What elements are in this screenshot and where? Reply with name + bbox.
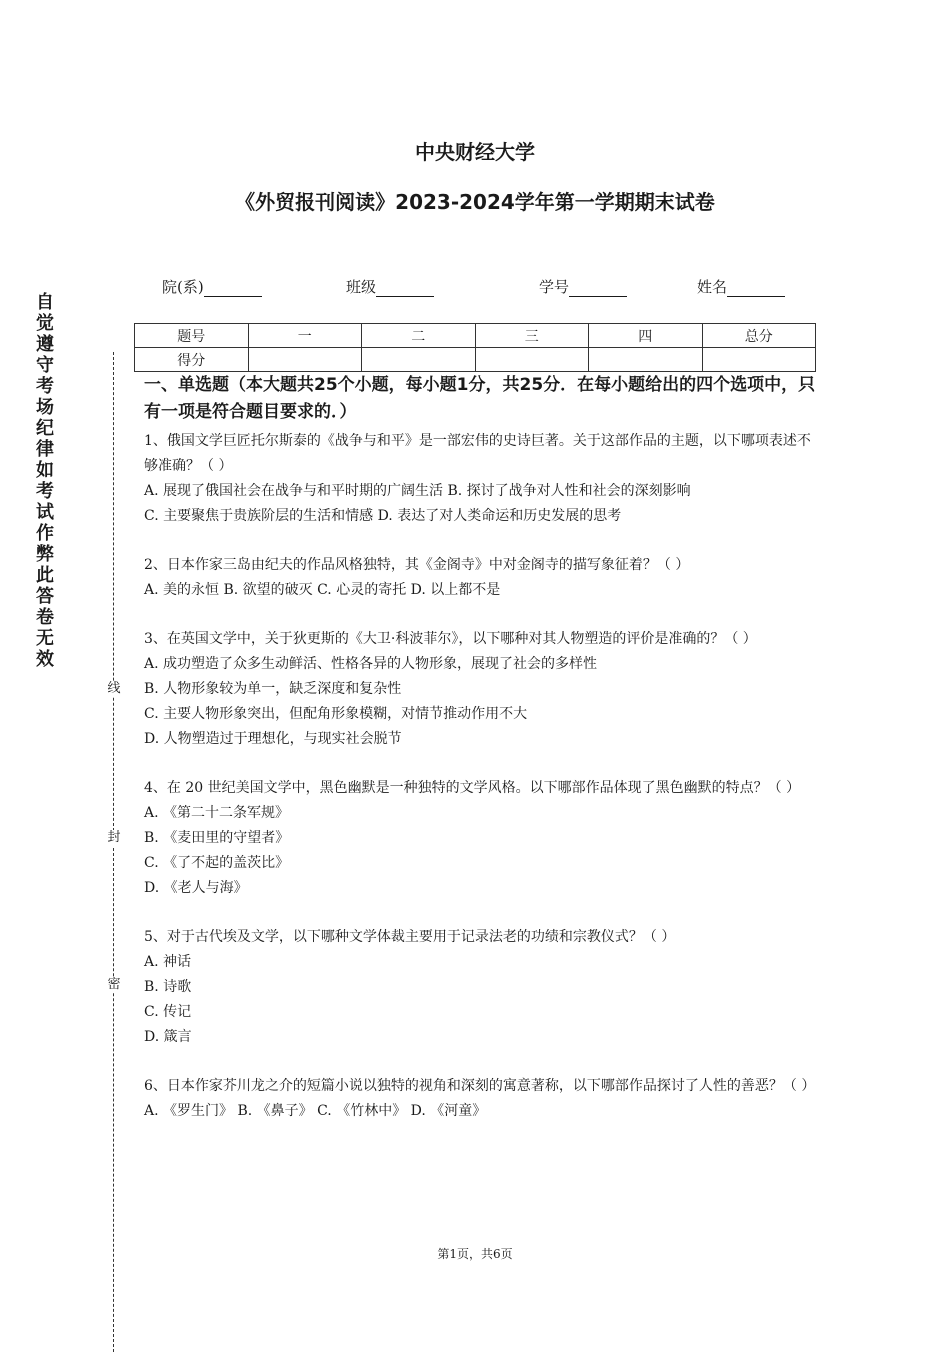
section-heading: 一、单选题（本大题共25个小题，每小题1分，共25分．在每小题给出的四个选项中，只有一项是符合题目要求的．） bbox=[144, 375, 816, 422]
question-item bbox=[144, 553, 816, 603]
student-id-label: 学号 bbox=[539, 278, 570, 296]
question-option[interactable]: B. 诗歌 bbox=[144, 979, 192, 995]
score-cell[interactable] bbox=[589, 348, 703, 372]
score-header-cell: 总分 bbox=[702, 324, 816, 348]
question-item bbox=[144, 925, 816, 1050]
score-row-label: 得分 bbox=[135, 348, 249, 372]
question-option[interactable]: A. 成功塑造了众多生动鲜活、性格各异的人物形象，展现了社会的多样性 bbox=[144, 656, 598, 672]
question-option[interactable]: A. 《第二十二条军规》 bbox=[144, 805, 290, 821]
binding-dashed-line bbox=[113, 352, 114, 1352]
question-options[interactable]: A. 展现了俄国社会在战争与和平时期的广阔生活 B. 探讨了战争对人性和社会的深刻影响 bbox=[144, 483, 691, 499]
department-field[interactable] bbox=[162, 276, 262, 297]
question-option[interactable]: C. 主要人物形象突出，但配角形象模糊，对情节推动作用不大 bbox=[144, 706, 528, 722]
score-table bbox=[134, 323, 816, 372]
question-option[interactable]: B. 人物形象较为单一，缺乏深度和复杂性 bbox=[144, 681, 402, 697]
university-title: 中央财经大学 bbox=[415, 140, 535, 164]
exam-title: 《外贸报刊阅读》2023-2024学年第一学期期末试卷 bbox=[235, 190, 715, 214]
question-option[interactable]: B. 《麦田里的守望者》 bbox=[144, 830, 290, 846]
question-options[interactable]: A. 美的永恒 B. 欲望的破灭 C. 心灵的寄托 D. 以上都不是 bbox=[144, 582, 501, 598]
question-text: 1、俄国文学巨匠托尔斯泰的《战争与和平》是一部宏伟的史诗巨著。关于这部作品的主题，以下哪项表述不够准确？（ ） bbox=[144, 433, 811, 474]
question-option[interactable]: A. 神话 bbox=[144, 954, 192, 970]
score-table-header-row bbox=[135, 324, 816, 348]
question-option[interactable]: D. 《老人与海》 bbox=[144, 880, 248, 896]
question-item bbox=[144, 1074, 816, 1124]
score-cell[interactable] bbox=[248, 348, 362, 372]
score-header-cell: 题号 bbox=[135, 324, 249, 348]
page-number: 第1页，共6页 bbox=[437, 1247, 513, 1261]
score-cell[interactable] bbox=[362, 348, 476, 372]
binding-label-seal: 封 bbox=[107, 830, 121, 845]
department-label: 院(系) bbox=[162, 278, 204, 296]
binding-label-secret: 密 bbox=[107, 977, 121, 992]
score-header-cell: 四 bbox=[589, 324, 703, 348]
question-text: 5、对于古代埃及文学，以下哪种文学体裁主要用于记录法老的功绩和宗教仪式？（ ） bbox=[144, 929, 676, 945]
question-option[interactable]: C. 传记 bbox=[144, 1004, 192, 1020]
question-option[interactable]: C. 《了不起的盖茨比》 bbox=[144, 855, 290, 871]
score-header-cell: 一 bbox=[248, 324, 362, 348]
student-id-blank bbox=[569, 282, 627, 297]
question-option[interactable]: D. 人物塑造过于理想化，与现实社会脱节 bbox=[144, 731, 402, 747]
exam-discipline-notice: 自觉遵守考场纪律如考试作弊此答卷无效 bbox=[36, 292, 54, 670]
question-item bbox=[144, 776, 816, 901]
score-cell[interactable] bbox=[475, 348, 589, 372]
question-item bbox=[144, 627, 816, 752]
name-blank bbox=[727, 282, 785, 297]
question-options[interactable]: C. 主要聚焦于贵族阶层的生活和情感 D. 表达了对人类命运和历史发展的思考 bbox=[144, 508, 622, 524]
question-text: 3、在英国文学中，关于狄更斯的《大卫·科波菲尔》，以下哪种对其人物塑造的评价是准确的？（ ） bbox=[144, 631, 757, 647]
exam-content bbox=[144, 372, 816, 1124]
class-label: 班级 bbox=[346, 278, 377, 296]
score-table-score-row bbox=[135, 348, 816, 372]
student-id-field[interactable] bbox=[539, 276, 627, 297]
class-field[interactable] bbox=[346, 276, 434, 297]
score-header-cell: 二 bbox=[362, 324, 476, 348]
question-options[interactable]: A. 《罗生门》 B. 《鼻子》 C. 《竹林中》 D. 《河童》 bbox=[144, 1103, 487, 1119]
name-field[interactable] bbox=[697, 276, 785, 297]
question-text: 2、日本作家三岛由纪夫的作品风格独特，其《金阁寺》中对金阁寺的描写象征着？（ ） bbox=[144, 557, 690, 573]
score-cell[interactable] bbox=[702, 348, 816, 372]
question-item bbox=[144, 429, 816, 529]
class-blank bbox=[376, 282, 434, 297]
score-header-cell: 三 bbox=[475, 324, 589, 348]
question-option[interactable]: D. 箴言 bbox=[144, 1029, 192, 1045]
question-text: 4、在 20 世纪美国文学中，黑色幽默是一种独特的文学风格。以下哪部作品体现了黑色幽默的特点？（ ） bbox=[144, 780, 801, 796]
department-blank bbox=[204, 282, 262, 297]
name-label: 姓名 bbox=[697, 278, 728, 296]
question-text: 6、日本作家芥川龙之介的短篇小说以独特的视角和深刻的寓意著称，以下哪部作品探讨了人性的善恶？（ ） bbox=[144, 1078, 816, 1094]
binding-label-line: 线 bbox=[107, 681, 121, 696]
